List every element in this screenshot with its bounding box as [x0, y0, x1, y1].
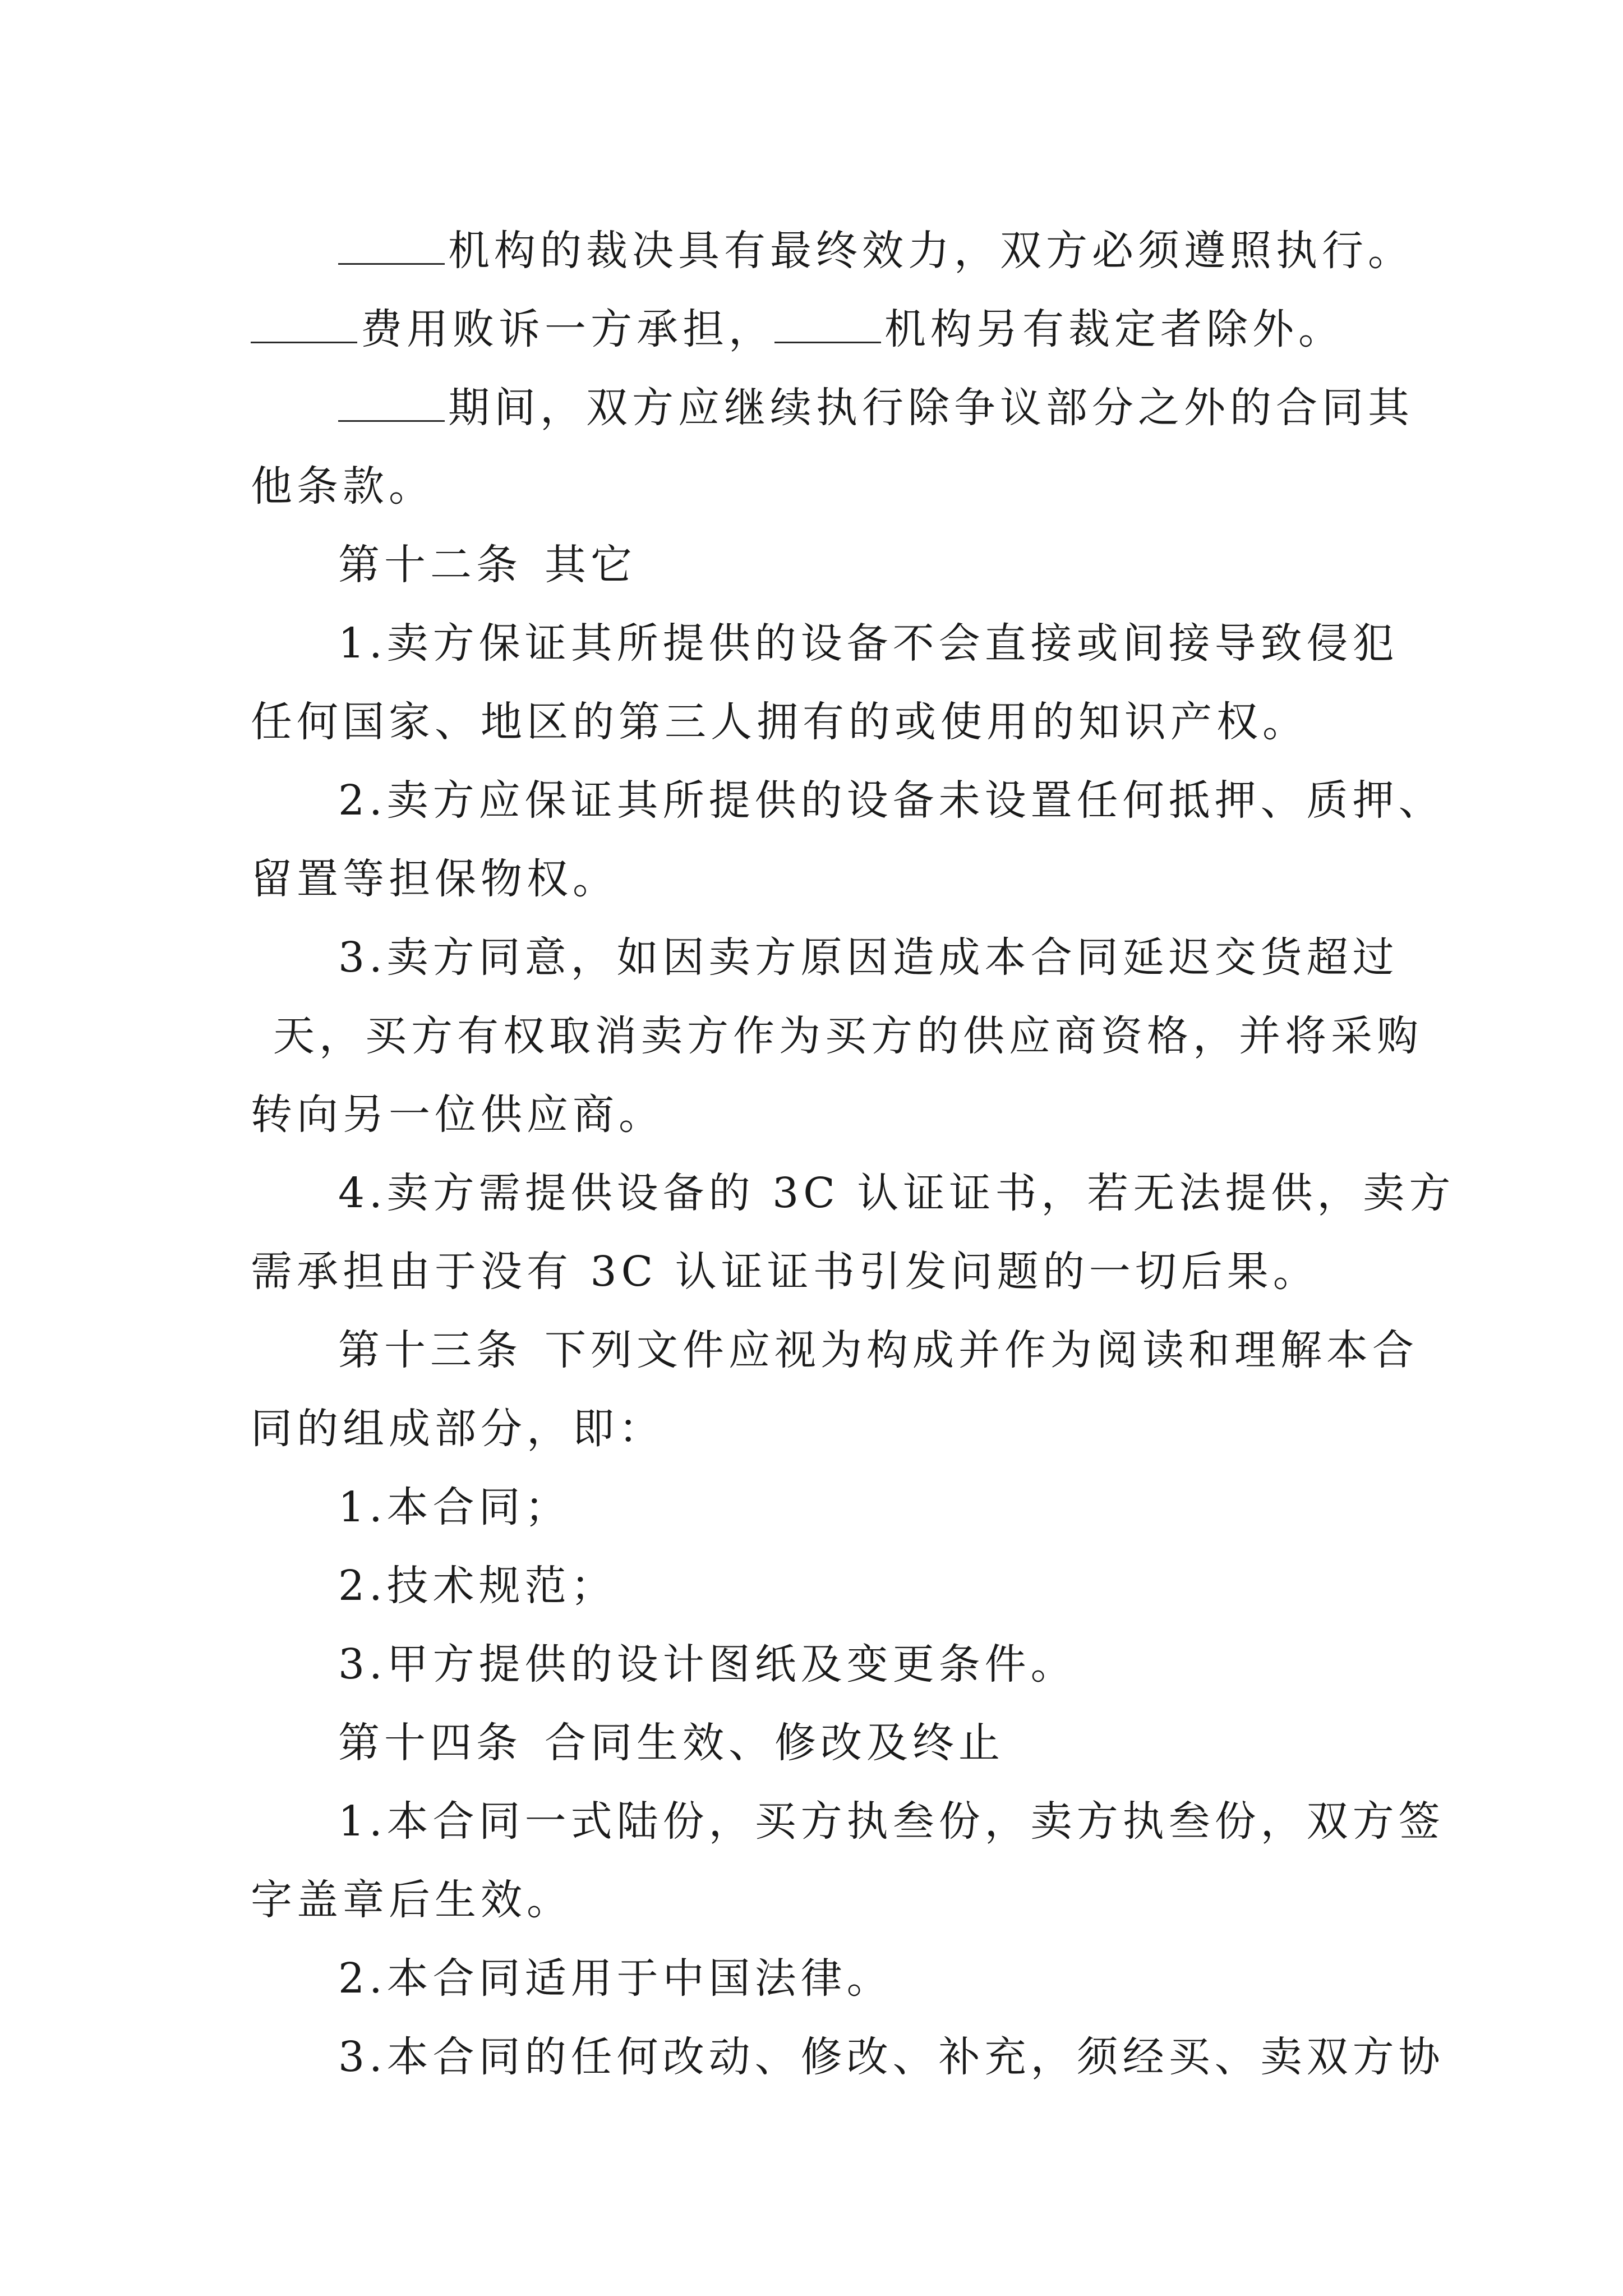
- fill-in-blank: [774, 336, 881, 343]
- text-line: 1.本合同；: [338, 1483, 571, 1531]
- section-title: 其它: [545, 541, 637, 589]
- text-line: 3.本合同的任何改动、修改、补充，须经买、卖双方协: [338, 2033, 1445, 2081]
- clause-14-1: [251, 1782, 1445, 1861]
- text-line: 同的组成部分，即：: [251, 1405, 665, 1453]
- clause-12-1-cont: [251, 683, 1395, 761]
- text-line: 3.甲方提供的设计图纸及变更条件。: [338, 1640, 1077, 1688]
- clause-13-1: [251, 1468, 1395, 1547]
- section-number: 第十四条: [338, 1719, 522, 1767]
- clause-12-1: [251, 604, 1399, 683]
- text-line: 机构另有裁定者除外。: [884, 305, 1344, 353]
- text-line: 需承担由于没有 3C 认证证书引发问题的一切后果。: [251, 1248, 1319, 1296]
- text-line: 天，买方有权取消卖方作为买方的供应商资格，并将采购: [273, 1012, 1423, 1060]
- text-line: 机构的裁决具有最终效力，双方必须遵照执行。: [448, 227, 1414, 275]
- clause-13-2: [251, 1547, 1395, 1625]
- clause-12-3: [251, 918, 1399, 997]
- clause-12-4: [251, 1154, 1455, 1232]
- fill-in-blank: [338, 257, 445, 265]
- section-number: 第十二条: [338, 541, 522, 589]
- text-line: 4.卖方需提供设备的 3C 认证证书，若无法提供，卖方: [338, 1169, 1455, 1217]
- text-line: 2.卖方应保证其所提供的设备未设置任何抵押、质押、: [338, 776, 1445, 825]
- text-line: 字盖章后生效。: [251, 1876, 573, 1924]
- clause-12-3-cont2: [251, 1075, 1395, 1154]
- text-line: 3.卖方同意，如因卖方原因造成本合同延迟交货超过: [338, 933, 1399, 982]
- text-line: 他条款。: [251, 462, 435, 510]
- clause-12-2: [251, 761, 1445, 840]
- fill-in-blank: [251, 336, 357, 343]
- paragraph-arbitration-period: [251, 369, 1414, 447]
- fill-in-blank: [338, 415, 445, 422]
- text-line: 费用败诉一方承担，: [361, 305, 774, 353]
- paragraph-arbitration-period-cont: [251, 447, 1395, 526]
- section-heading-13-cont: [251, 1389, 1395, 1468]
- clause-12-2-cont: [251, 840, 1395, 918]
- text-line: 1.卖方保证其所提供的设备不会直接或间接导致侵犯: [338, 619, 1399, 668]
- clause-14-2: [251, 1939, 1395, 2018]
- section-heading-12: [251, 526, 1395, 604]
- section-heading-13: [251, 1311, 1418, 1389]
- section-number: 第十三条: [338, 1326, 522, 1374]
- clause-12-4-cont: [251, 1232, 1395, 1311]
- section-title: 合同生效、修改及终止: [545, 1719, 1004, 1767]
- text-line: 2.技术规范；: [338, 1562, 617, 1610]
- text-line: 任何国家、地区的第三人拥有的或使用的知识产权。: [251, 698, 1308, 746]
- text-line: 2.本合同适用于中国法律。: [338, 1954, 893, 2003]
- section-title: 下列文件应视为构成并作为阅读和理解本合: [545, 1326, 1418, 1374]
- text-line: 留置等担保物权。: [251, 855, 619, 903]
- paragraph-arbitration-final: [251, 211, 1414, 290]
- text-line: 转向另一位供应商。: [251, 1091, 665, 1139]
- clause-13-3: [251, 1625, 1395, 1704]
- section-heading-14: [251, 1704, 1395, 1782]
- text-line: 1.本合同一式陆份，买方执叁份，卖方执叁份，双方签: [338, 1797, 1445, 1846]
- document-body: [251, 211, 1455, 2096]
- paragraph-arbitration-fees: [251, 290, 1395, 369]
- clause-14-1-cont: [251, 1861, 1395, 1939]
- clause-14-3: [251, 2018, 1445, 2096]
- clause-12-3-cont: [251, 997, 1423, 1075]
- text-line: 期间，双方应继续执行除争议部分之外的合同其: [448, 384, 1414, 432]
